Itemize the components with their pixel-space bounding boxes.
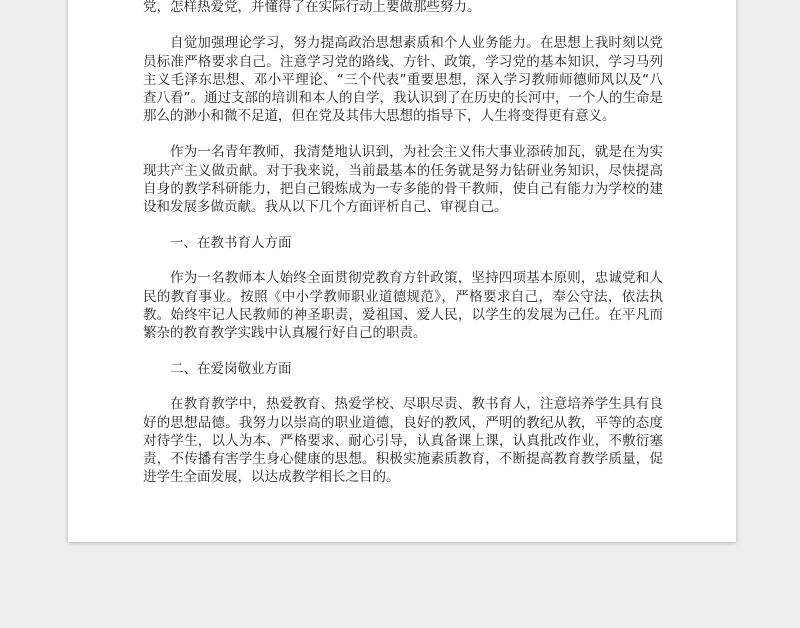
body-paragraph: 党，怎样热爱党，并懂得了在实际行动上要做那些努力。 — [143, 0, 481, 16]
body-paragraph: 作为一名教师本人始终全面贯彻党教育方针政策，坚持四项基本原则，忠诚党和人民的教育事业。按照《中小学教师职业道德规范》，严格要求自己，奉公守法，依法执教。始终牢记人民教师的神圣职责，爱祖国、爱人民，以学生的发展为己任。在平凡而繁杂的教育教学实践中认真履行好自己的职责。 — [143, 270, 663, 342]
body-paragraph: 作为一名青年教师，我清楚地认识到，为社会主义伟大事业添砖加瓦，就是在为实现共产主义做贡献。对于我来说，当前最基本的任务就是努力钻研业务知识，尽快提高自身的教学科研能力，把自己锻炼成为一专多能的骨干教师，使自己有能力为学校的建设和发展多做贡献。我从以下几个方面评析自己、审视自己。 — [143, 144, 663, 216]
section-heading: 二、在爱岗敬业方面 — [170, 361, 292, 378]
document-page — [68, 0, 736, 542]
section-heading: 一、在教书育人方面 — [170, 235, 292, 252]
body-paragraph: 自觉加强理论学习，努力提高政治思想素质和个人业务能力。在思想上我时刻以党员标准严格要求自己。注意学习党的路线、方针、政策，学习党的基本知识，学习马列主义毛泽东思想、邓小平理论、“三个代表”重要思想，深入学习教师师德师风以及“八查八看”。通过支部的培训和本人的自学，我认识到了在历史的长河中，一个人的生命是那么的渺小和微不足道，但在党及其伟大思想的指导下，人生将变得更有意义。 — [143, 35, 663, 125]
body-paragraph: 在教育教学中，热爱教育、热爱学校、尽职尽责、教书育人，注意培养学生具有良好的思想品德。我努力以崇高的职业道德，良好的教风，严明的教纪从教，平等的态度对待学生，以人为本、严格要求、耐心引导，认真备课上课，认真批改作业，不敷衍塞责，不传播有害学生身心健康的思想。积极实施素质教育，不断提高教育教学质量，促进学生全面发展，以达成教学相长之目的。 — [143, 396, 663, 486]
document-body — [143, 0, 663, 504]
